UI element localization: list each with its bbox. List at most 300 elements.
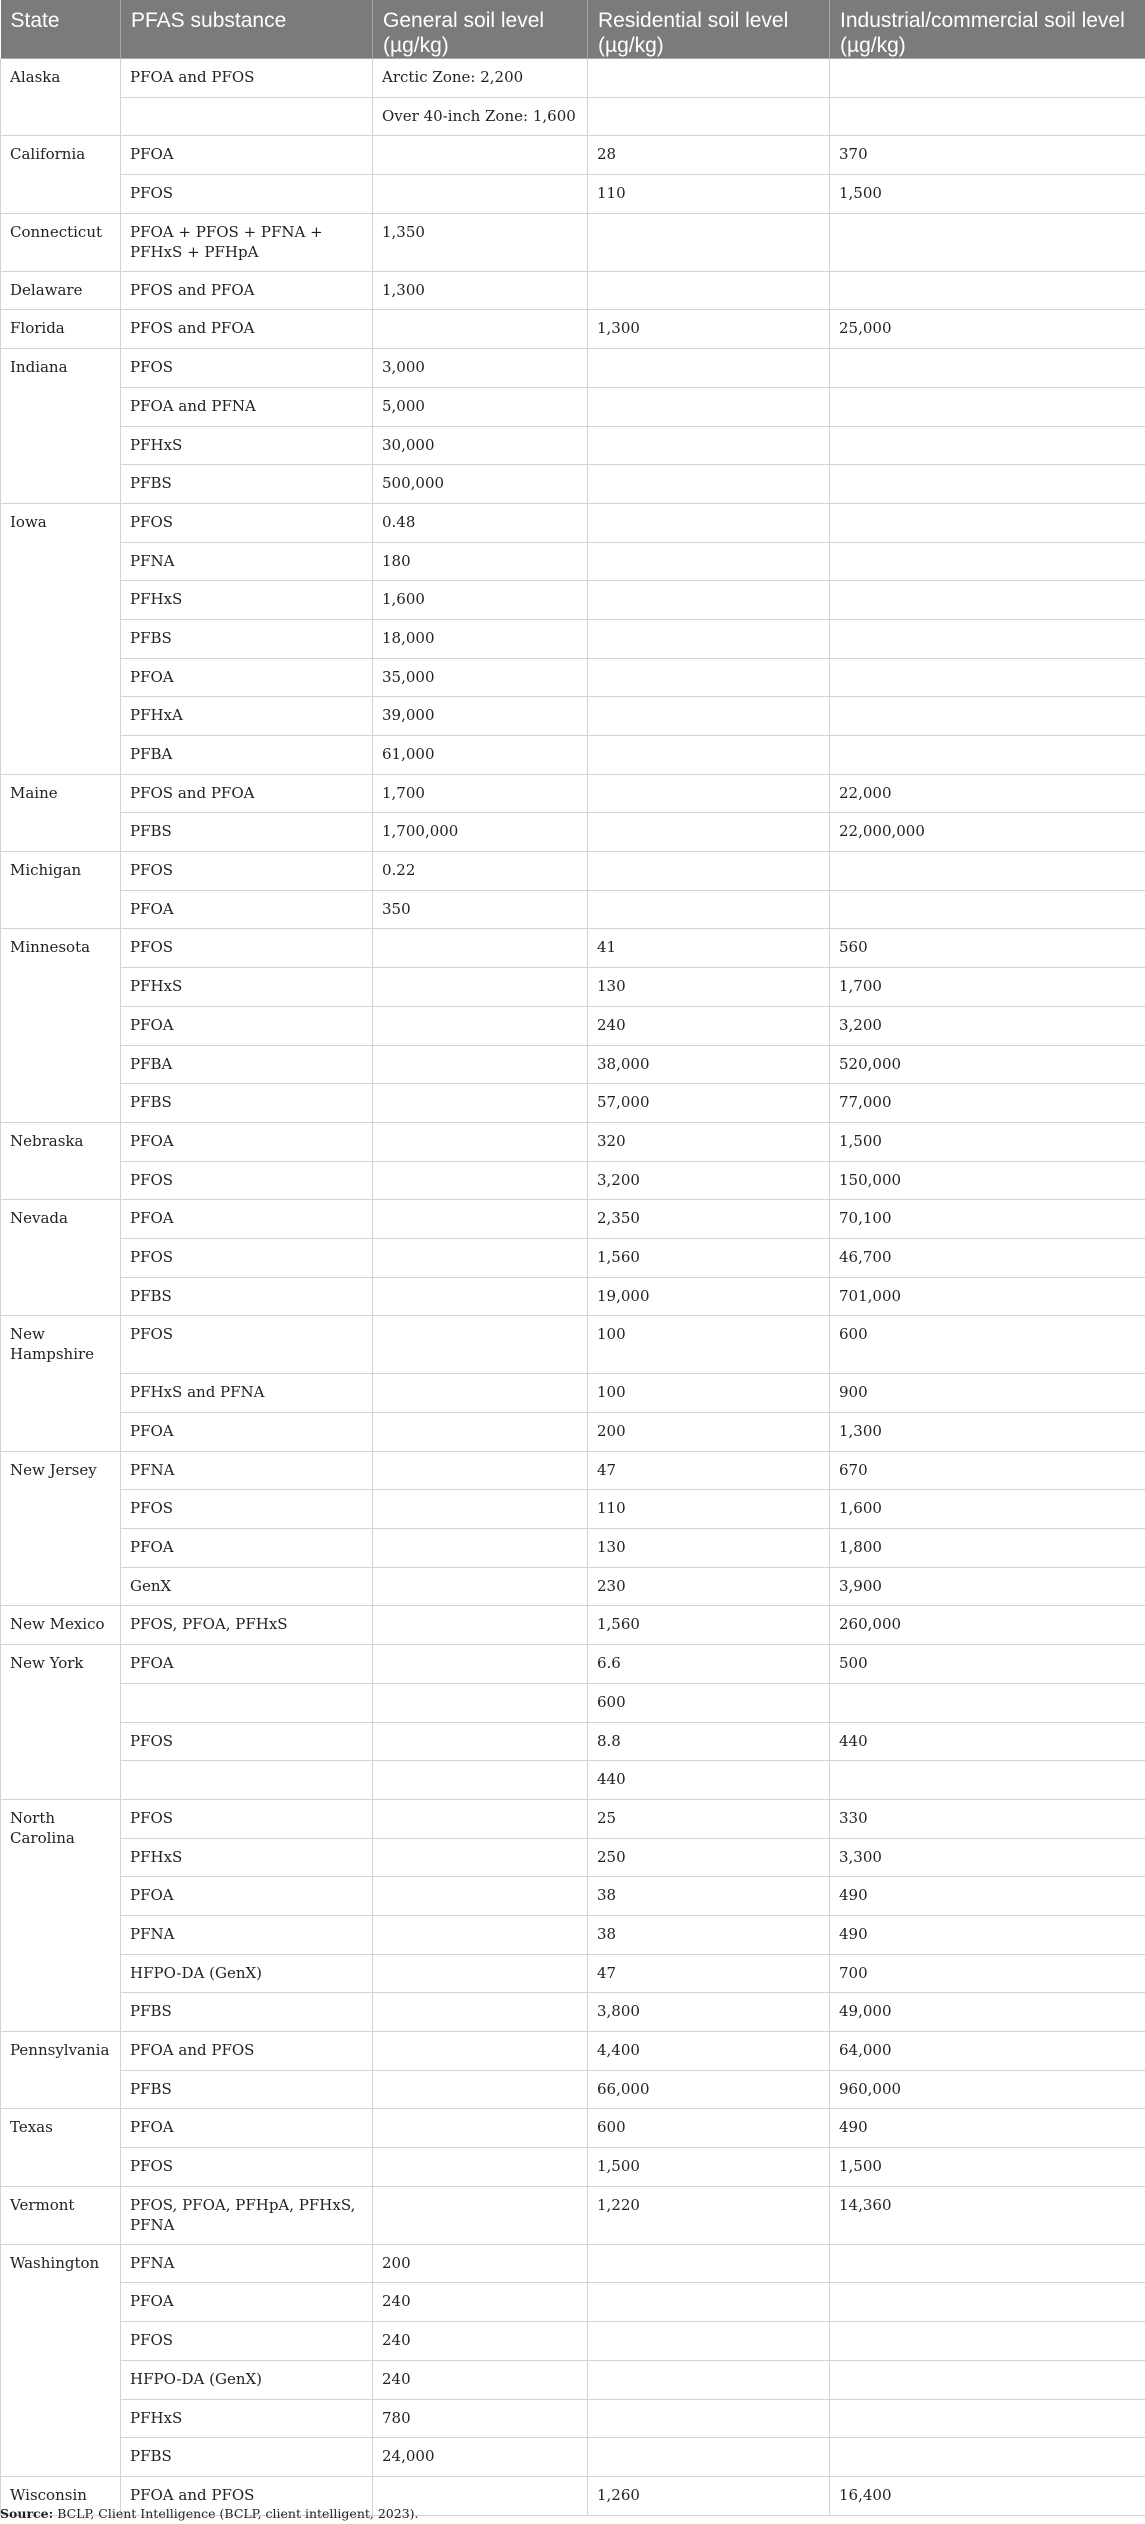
table-row	[1, 1606, 1145, 1645]
general-level-cell	[373, 929, 588, 968]
general-level-cell: 24,000	[373, 2438, 588, 2477]
table-row	[1, 465, 1145, 504]
table-row	[1, 968, 1145, 1007]
state-cell: New York	[1, 1645, 121, 1800]
industrial-level-cell: 440	[830, 1722, 1145, 1761]
general-level-cell: 350	[373, 890, 588, 929]
substance-cell: PFOA and PFOS	[121, 2032, 373, 2071]
substance-cell: PFOA	[121, 2283, 373, 2322]
state-cell: Alaska	[1, 59, 121, 136]
substance-cell: HFPO-DA (GenX)	[121, 1954, 373, 1993]
industrial-level-cell: 1,300	[830, 1413, 1145, 1452]
residential-level-cell: 4,400	[588, 2032, 830, 2071]
substance-cell: PFNA	[121, 542, 373, 581]
state-cell: Connecticut	[1, 213, 121, 271]
residential-level-cell	[588, 2244, 830, 2283]
general-level-cell	[373, 1838, 588, 1877]
general-level-cell: 240	[373, 2360, 588, 2399]
table-row	[1, 1200, 1145, 1239]
substance-cell: PFOA	[121, 136, 373, 175]
state-cell: Florida	[1, 310, 121, 349]
general-level-cell	[373, 1238, 588, 1277]
general-level-cell	[373, 1413, 588, 1452]
industrial-level-cell: 260,000	[830, 1606, 1145, 1645]
residential-level-cell: 1,300	[588, 310, 830, 349]
residential-level-cell	[588, 619, 830, 658]
table-row	[1, 503, 1145, 542]
general-level-cell	[373, 1084, 588, 1123]
industrial-level-cell: 22,000,000	[830, 813, 1145, 852]
industrial-level-cell: 22,000	[830, 774, 1145, 813]
residential-level-cell: 130	[588, 968, 830, 1007]
industrial-level-cell: 16,400	[830, 2476, 1145, 2515]
table-row	[1, 1645, 1145, 1684]
residential-level-cell	[588, 349, 830, 388]
residential-level-cell: 28	[588, 136, 830, 175]
substance-cell: PFBS	[121, 1993, 373, 2032]
industrial-level-cell: 490	[830, 2109, 1145, 2148]
substance-cell: PFOA	[121, 1006, 373, 1045]
table-row	[1, 852, 1145, 891]
industrial-level-cell: 46,700	[830, 1238, 1145, 1277]
residential-level-cell	[588, 465, 830, 504]
residential-level-cell: 1,560	[588, 1606, 830, 1645]
substance-cell: PFOA	[121, 1200, 373, 1239]
industrial-level-cell	[830, 658, 1145, 697]
industrial-level-cell: 70,100	[830, 1200, 1145, 1239]
residential-level-cell: 19,000	[588, 1277, 830, 1316]
substance-cell: PFOA	[121, 2109, 373, 2148]
table-row	[1, 136, 1145, 175]
table-row	[1, 2283, 1145, 2322]
substance-cell	[121, 1683, 373, 1722]
residential-level-cell: 25	[588, 1799, 830, 1838]
industrial-level-cell	[830, 387, 1145, 426]
general-level-cell	[373, 2148, 588, 2187]
table-row	[1, 890, 1145, 929]
table-row	[1, 1993, 1145, 2032]
substance-cell: PFOS	[121, 1238, 373, 1277]
general-level-cell	[373, 1722, 588, 1761]
table-row	[1, 349, 1145, 388]
substance-cell: PFBS	[121, 2070, 373, 2109]
industrial-level-cell: 3,300	[830, 1838, 1145, 1877]
substance-cell: PFBS	[121, 619, 373, 658]
substance-cell: PFHxS	[121, 1838, 373, 1877]
substance-cell: PFOA	[121, 1529, 373, 1568]
substance-cell: PFOS, PFOA, PFHxS	[121, 1606, 373, 1645]
table-body	[1, 59, 1145, 2516]
state-cell: Minnesota	[1, 929, 121, 1122]
industrial-level-cell: 1,500	[830, 2148, 1145, 2187]
industrial-level-cell: 500	[830, 1645, 1145, 1684]
substance-cell: PFNA	[121, 1451, 373, 1490]
residential-level-cell	[588, 581, 830, 620]
substance-cell: PFOA + PFOS + PFNA + PFHxS + PFHpA	[121, 213, 373, 271]
residential-level-cell: 110	[588, 175, 830, 214]
residential-level-cell: 100	[588, 1316, 830, 1374]
residential-level-cell	[588, 213, 830, 271]
substance-cell: HFPO-DA (GenX)	[121, 2360, 373, 2399]
table-row	[1, 59, 1145, 98]
industrial-level-cell	[830, 97, 1145, 136]
residential-level-cell	[588, 503, 830, 542]
substance-cell: PFOS, PFOA, PFHpA, PFHxS, PFNA	[121, 2186, 373, 2244]
general-level-cell: 1,600	[373, 581, 588, 620]
table-row	[1, 1374, 1145, 1413]
table-row	[1, 1045, 1145, 1084]
table-row	[1, 271, 1145, 310]
general-level-cell	[373, 175, 588, 214]
table-row	[1, 2360, 1145, 2399]
industrial-level-cell	[830, 426, 1145, 465]
table-row	[1, 2186, 1145, 2244]
general-level-cell	[373, 1877, 588, 1916]
general-level-cell	[373, 1490, 588, 1529]
table-row	[1, 1567, 1145, 1606]
substance-cell: PFBS	[121, 465, 373, 504]
industrial-level-cell	[830, 2438, 1145, 2477]
substance-cell: PFHxS	[121, 426, 373, 465]
industrial-level-cell	[830, 213, 1145, 271]
state-cell: Nevada	[1, 1200, 121, 1316]
substance-cell: PFBA	[121, 736, 373, 775]
substance-cell: GenX	[121, 1567, 373, 1606]
industrial-level-cell	[830, 542, 1145, 581]
general-level-cell	[373, 1161, 588, 1200]
general-level-cell	[373, 1316, 588, 1374]
residential-level-cell	[588, 890, 830, 929]
general-level-cell	[373, 1761, 588, 1800]
residential-level-cell: 230	[588, 1567, 830, 1606]
general-level-cell	[373, 1006, 588, 1045]
general-level-cell: 180	[373, 542, 588, 581]
industrial-level-cell	[830, 736, 1145, 775]
residential-level-cell: 38	[588, 1877, 830, 1916]
table-row	[1, 1722, 1145, 1761]
table-row	[1, 387, 1145, 426]
substance-cell: PFOS	[121, 1316, 373, 1374]
residential-level-cell: 3,800	[588, 1993, 830, 2032]
table-row	[1, 2322, 1145, 2361]
general-level-cell	[373, 1374, 588, 1413]
general-level-cell	[373, 1606, 588, 1645]
substance-cell: PFOS	[121, 349, 373, 388]
residential-level-cell: 41	[588, 929, 830, 968]
industrial-level-cell	[830, 619, 1145, 658]
general-level-cell	[373, 1529, 588, 1568]
header-residential-soil-level: Residential soil level (µg/kg)	[588, 0, 830, 59]
industrial-level-cell: 490	[830, 1877, 1145, 1916]
industrial-level-cell: 700	[830, 1954, 1145, 1993]
table-header-row	[1, 0, 1145, 59]
general-level-cell: 18,000	[373, 619, 588, 658]
table-row	[1, 1006, 1145, 1045]
substance-cell	[121, 1761, 373, 1800]
substance-cell: PFNA	[121, 2244, 373, 2283]
residential-level-cell: 47	[588, 1954, 830, 1993]
industrial-level-cell	[830, 465, 1145, 504]
table-row	[1, 619, 1145, 658]
industrial-level-cell	[830, 2399, 1145, 2438]
general-level-cell: Over 40-inch Zone: 1,600	[373, 97, 588, 136]
residential-level-cell: 8.8	[588, 1722, 830, 1761]
table-row	[1, 2109, 1145, 2148]
general-level-cell: 5,000	[373, 387, 588, 426]
residential-level-cell	[588, 387, 830, 426]
source-note	[0, 2506, 419, 2522]
residential-level-cell: 1,560	[588, 1238, 830, 1277]
general-level-cell: Arctic Zone: 2,200	[373, 59, 588, 98]
residential-level-cell: 47	[588, 1451, 830, 1490]
residential-level-cell: 57,000	[588, 1084, 830, 1123]
substance-cell: PFBA	[121, 1045, 373, 1084]
residential-level-cell	[588, 658, 830, 697]
general-level-cell: 1,700	[373, 774, 588, 813]
industrial-level-cell	[830, 59, 1145, 98]
table-row	[1, 2438, 1145, 2477]
table-row	[1, 310, 1145, 349]
industrial-level-cell: 1,600	[830, 1490, 1145, 1529]
substance-cell: PFOA and PFOS	[121, 2476, 373, 2515]
residential-level-cell	[588, 2438, 830, 2477]
substance-cell: PFHxS	[121, 581, 373, 620]
residential-level-cell: 1,220	[588, 2186, 830, 2244]
residential-level-cell: 38	[588, 1915, 830, 1954]
substance-cell: PFOA and PFOS	[121, 59, 373, 98]
industrial-level-cell	[830, 2244, 1145, 2283]
residential-level-cell	[588, 2360, 830, 2399]
general-level-cell	[373, 1567, 588, 1606]
substance-cell: PFHxS	[121, 968, 373, 1007]
industrial-level-cell: 670	[830, 1451, 1145, 1490]
industrial-level-cell	[830, 1683, 1145, 1722]
table-row	[1, 1877, 1145, 1916]
residential-level-cell: 130	[588, 1529, 830, 1568]
substance-cell: PFOA	[121, 1413, 373, 1452]
industrial-level-cell: 520,000	[830, 1045, 1145, 1084]
header-state: State	[1, 0, 121, 59]
substance-cell: PFBS	[121, 2438, 373, 2477]
table-row	[1, 1238, 1145, 1277]
general-level-cell: 0.22	[373, 852, 588, 891]
general-level-cell	[373, 2186, 588, 2244]
substance-cell	[121, 97, 373, 136]
table-row	[1, 1529, 1145, 1568]
residential-level-cell: 440	[588, 1761, 830, 1800]
residential-level-cell: 320	[588, 1122, 830, 1161]
table-row	[1, 774, 1145, 813]
general-level-cell	[373, 1122, 588, 1161]
residential-level-cell: 1,260	[588, 2476, 830, 2515]
industrial-level-cell: 330	[830, 1799, 1145, 1838]
general-level-cell	[373, 2032, 588, 2071]
substance-cell: PFHxA	[121, 697, 373, 736]
residential-level-cell: 600	[588, 2109, 830, 2148]
residential-level-cell: 6.6	[588, 1645, 830, 1684]
table-row	[1, 1954, 1145, 1993]
substance-cell: PFHxS	[121, 2399, 373, 2438]
industrial-level-cell: 3,200	[830, 1006, 1145, 1045]
state-cell: Wisconsin	[1, 2476, 121, 2515]
general-level-cell	[373, 2070, 588, 2109]
state-cell: Washington	[1, 2244, 121, 2476]
general-level-cell	[373, 310, 588, 349]
industrial-level-cell	[830, 697, 1145, 736]
state-cell: New Jersey	[1, 1451, 121, 1606]
residential-level-cell	[588, 2399, 830, 2438]
industrial-level-cell: 77,000	[830, 1084, 1145, 1123]
general-level-cell: 200	[373, 2244, 588, 2283]
substance-cell: PFOS and PFOA	[121, 271, 373, 310]
substance-cell: PFHxS and PFNA	[121, 1374, 373, 1413]
general-level-cell: 500,000	[373, 465, 588, 504]
general-level-cell: 35,000	[373, 658, 588, 697]
substance-cell: PFOA	[121, 658, 373, 697]
industrial-level-cell: 64,000	[830, 2032, 1145, 2071]
residential-level-cell	[588, 852, 830, 891]
substance-cell: PFOA and PFNA	[121, 387, 373, 426]
general-level-cell: 30,000	[373, 426, 588, 465]
table-row	[1, 2244, 1145, 2283]
industrial-level-cell	[830, 1761, 1145, 1800]
table-row	[1, 97, 1145, 136]
industrial-level-cell	[830, 2283, 1145, 2322]
table-row	[1, 1277, 1145, 1316]
residential-level-cell: 250	[588, 1838, 830, 1877]
state-cell: Nebraska	[1, 1122, 121, 1199]
industrial-level-cell: 900	[830, 1374, 1145, 1413]
table-row	[1, 542, 1145, 581]
substance-cell: PFOS	[121, 175, 373, 214]
industrial-level-cell: 490	[830, 1915, 1145, 1954]
general-level-cell	[373, 1799, 588, 1838]
substance-cell: PFOS	[121, 503, 373, 542]
industrial-level-cell: 600	[830, 1316, 1145, 1374]
residential-level-cell: 38,000	[588, 1045, 830, 1084]
table-row	[1, 1761, 1145, 1800]
general-level-cell	[373, 2109, 588, 2148]
substance-cell: PFOS	[121, 1490, 373, 1529]
industrial-level-cell: 701,000	[830, 1277, 1145, 1316]
substance-cell: PFOA	[121, 890, 373, 929]
general-level-cell	[373, 968, 588, 1007]
general-level-cell: 1,300	[373, 271, 588, 310]
general-level-cell: 39,000	[373, 697, 588, 736]
general-level-cell: 240	[373, 2283, 588, 2322]
industrial-level-cell	[830, 581, 1145, 620]
industrial-level-cell	[830, 890, 1145, 929]
substance-cell: PFOA	[121, 1877, 373, 1916]
table-row	[1, 658, 1145, 697]
table-row	[1, 813, 1145, 852]
general-level-cell: 240	[373, 2322, 588, 2361]
table-row	[1, 1122, 1145, 1161]
residential-level-cell: 110	[588, 1490, 830, 1529]
industrial-level-cell	[830, 2360, 1145, 2399]
table-row	[1, 1413, 1145, 1452]
state-cell: Pennsylvania	[1, 2032, 121, 2109]
residential-level-cell	[588, 59, 830, 98]
residential-level-cell	[588, 2283, 830, 2322]
industrial-level-cell: 3,900	[830, 1567, 1145, 1606]
industrial-level-cell: 560	[830, 929, 1145, 968]
general-level-cell	[373, 1277, 588, 1316]
substance-cell: PFBS	[121, 1084, 373, 1123]
industrial-level-cell	[830, 2322, 1145, 2361]
state-cell: Delaware	[1, 271, 121, 310]
residential-level-cell: 240	[588, 1006, 830, 1045]
table-row	[1, 1451, 1145, 1490]
state-cell: New Hampshire	[1, 1316, 121, 1451]
general-level-cell	[373, 1954, 588, 1993]
residential-level-cell	[588, 271, 830, 310]
residential-level-cell: 600	[588, 1683, 830, 1722]
state-cell: Indiana	[1, 349, 121, 504]
substance-cell: PFOS	[121, 852, 373, 891]
residential-level-cell	[588, 2322, 830, 2361]
state-cell: California	[1, 136, 121, 213]
industrial-level-cell: 49,000	[830, 1993, 1145, 2032]
state-cell: New Mexico	[1, 1606, 121, 1645]
residential-level-cell	[588, 813, 830, 852]
state-cell: Michigan	[1, 852, 121, 929]
general-level-cell: 1,350	[373, 213, 588, 271]
residential-level-cell	[588, 542, 830, 581]
industrial-level-cell: 14,360	[830, 2186, 1145, 2244]
substance-cell: PFOS	[121, 1722, 373, 1761]
state-cell: Iowa	[1, 503, 121, 774]
table-row	[1, 1838, 1145, 1877]
industrial-level-cell	[830, 852, 1145, 891]
substance-cell: PFBS	[121, 813, 373, 852]
industrial-level-cell	[830, 349, 1145, 388]
substance-cell: PFOS	[121, 1799, 373, 1838]
general-level-cell	[373, 1993, 588, 2032]
substance-cell: PFNA	[121, 1915, 373, 1954]
substance-cell: PFOS	[121, 2148, 373, 2187]
residential-level-cell: 1,500	[588, 2148, 830, 2187]
substance-cell: PFOS	[121, 2322, 373, 2361]
residential-level-cell	[588, 97, 830, 136]
state-cell: Texas	[1, 2109, 121, 2186]
general-level-cell	[373, 1045, 588, 1084]
residential-level-cell: 3,200	[588, 1161, 830, 1200]
state-cell: Vermont	[1, 2186, 121, 2244]
table-row	[1, 2032, 1145, 2071]
table-row	[1, 736, 1145, 775]
table-row	[1, 2148, 1145, 2187]
source-text: BCLP, Client Intelligence (BCLP, client intelligent, 2023).	[53, 2506, 419, 2521]
substance-cell: PFOA	[121, 1645, 373, 1684]
industrial-level-cell: 960,000	[830, 2070, 1145, 2109]
general-level-cell	[373, 1200, 588, 1239]
general-level-cell	[373, 1451, 588, 1490]
industrial-level-cell	[830, 503, 1145, 542]
industrial-level-cell: 1,700	[830, 968, 1145, 1007]
residential-level-cell: 200	[588, 1413, 830, 1452]
industrial-level-cell: 370	[830, 136, 1145, 175]
table-row	[1, 1799, 1145, 1838]
substance-cell: PFOS	[121, 1161, 373, 1200]
table-row	[1, 2070, 1145, 2109]
header-pfas-substance: PFAS substance	[121, 0, 373, 59]
table-row	[1, 2399, 1145, 2438]
table-row	[1, 213, 1145, 271]
general-level-cell	[373, 1645, 588, 1684]
industrial-level-cell	[830, 271, 1145, 310]
general-level-cell: 3,000	[373, 349, 588, 388]
